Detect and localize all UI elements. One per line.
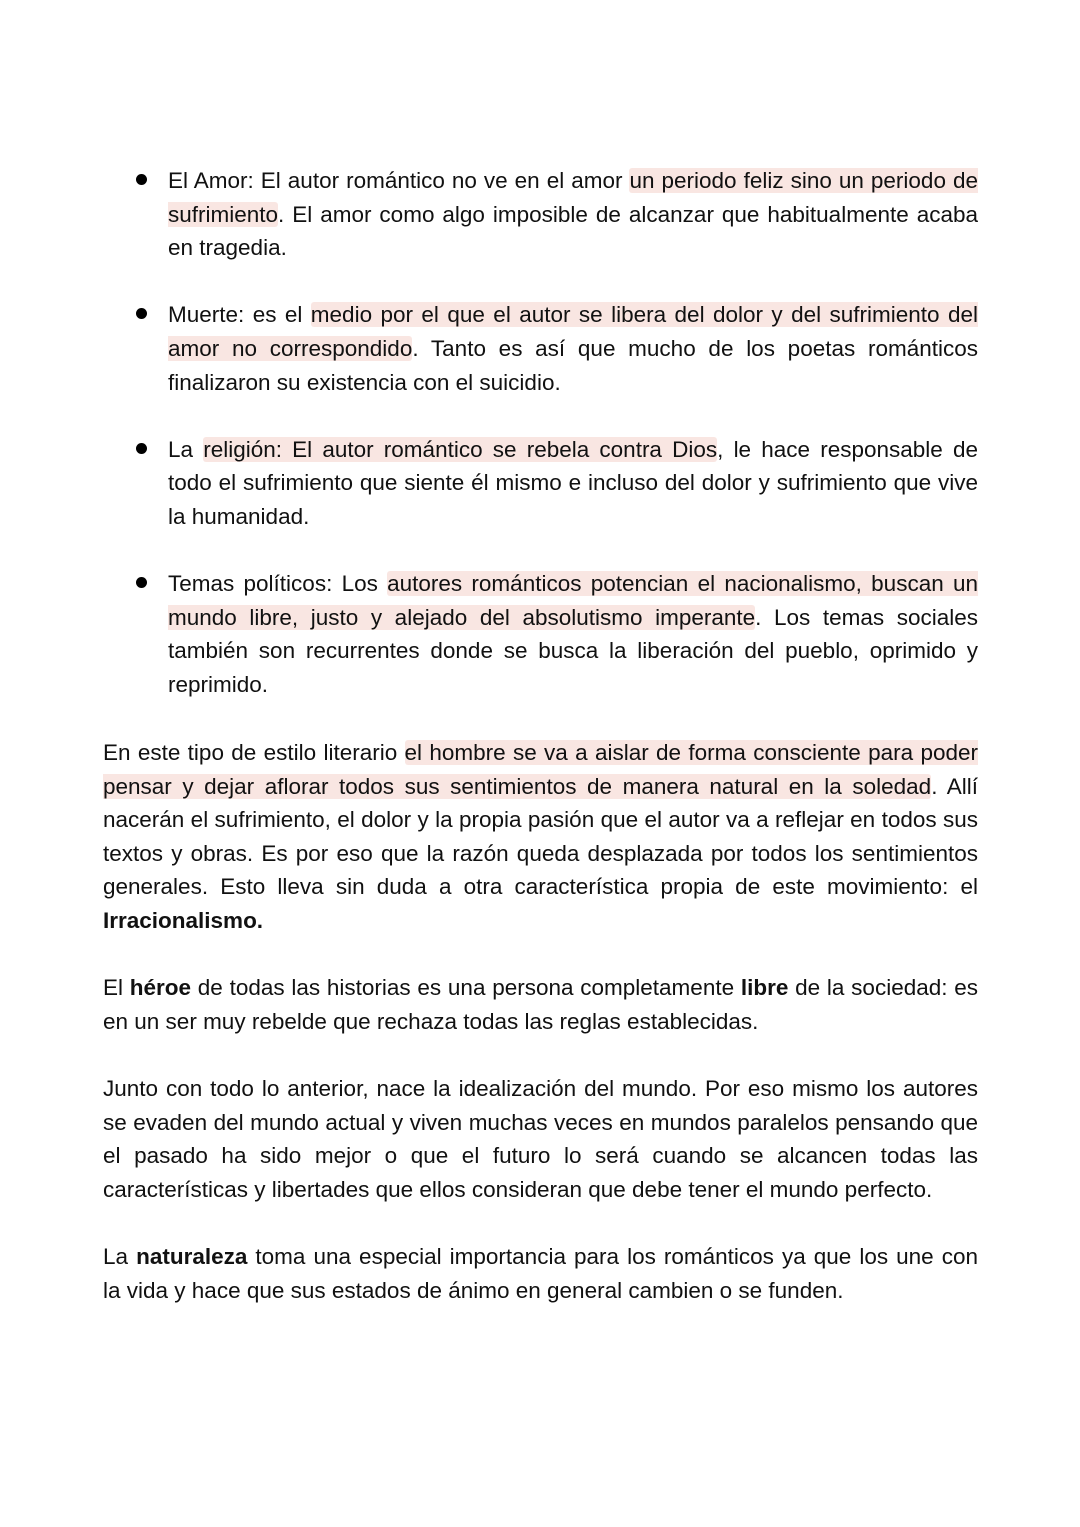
bullet-text: . Los temas sociales también son recurrentes donde se busca la liberación del pueblo, oprimido y reprimido. [168,604,978,697]
bullet-list [0,164,1080,735]
bullet-text: es el [244,302,311,328]
bullet-text: . El amor como algo imposible de alcanzar que habitualmente acaba en tragedia. [168,201,978,261]
paragraph-text: En este tipo de estilo literario [103,740,405,765]
paragraph-text: El [103,975,130,1001]
bold-term: héroe [129,975,192,1001]
highlighted-text: religión: El autor romántico se rebela contra Dios [203,436,718,462]
bullet-item-religion [168,433,978,534]
bullet-dot-icon [136,443,147,454]
bullet-dot-icon [136,174,147,185]
bullet-label: El Amor: [168,168,254,193]
bullet-text: El autor romántico no ve en el amor [253,168,630,193]
paragraph-naturaleza [103,1240,978,1307]
bold-term: Irracionalismo. [103,907,264,933]
bold-term: libre [740,975,789,1001]
highlighted-text: autores románticos potencian el nacionalismo, buscan un mundo libre, justo y alejado del absolutismo imperante [168,571,979,630]
paragraph-text: de todas las historias es una persona completamente [191,975,741,1001]
paragraph-text: de la sociedad: es en un ser muy rebelde que rechaza todas las reglas establecidas. [103,975,979,1034]
bullet-item-amor [168,164,978,265]
paragraph-text: . Allí nacerán el sufrimiento, el dolor y la propia pasión que el autor va a reflejar en todos sus textos y obras. Es por eso que la razón queda desplazada por todos los sentimientos generales. Esto lleva sin duda a otra característica propia de este movimiento: el [103,773,978,900]
bullet-text: Los [332,571,388,597]
paragraph-idealizacion [103,1072,978,1206]
paragraph-text: La [103,1243,137,1269]
highlighted-text: un periodo feliz sino un periodo de sufrimiento [168,168,978,227]
bullet-text: . Tanto es así que mucho de los poetas románticos finalizaron su existencia con el suicidio. [168,335,978,395]
highlighted-text: el hombre se va a aislar de forma consciente para poder pensar y dejar aflorar todos sus sentimientos de manera natural en la soledad [103,740,978,799]
bullet-dot-icon [136,308,147,319]
bold-term: naturaleza [136,1243,248,1269]
bullet-label: La [168,436,204,462]
highlighted-text: medio por el que el autor se libera del dolor y del sufrimiento del amor no correspondido [168,302,978,361]
bullet-item-muerte [168,298,978,399]
paragraph-heroe [103,971,978,1038]
paragraph-irracionalismo [103,736,978,938]
bullet-label: Muerte: [168,302,245,328]
paragraph-text: toma una especial importancia para los románticos ya que los une con la vida y hace que sus estados de ánimo en general cambien o se funden. [103,1243,978,1303]
bullet-text: , le hace responsable de todo el sufrimiento que siente él mismo e incluso del dolor y sufrimiento que vive la humanidad. [168,436,978,529]
bullet-label: Temas políticos: [168,571,333,597]
paragraph-text: Junto con todo lo anterior, nace la idealización del mundo. Por eso mismo los autores se evaden del mundo actual y viven muchas veces en mundos paralelos pensando que el pasado ha sido mejor o que el futuro lo será cuando se alcancen todas las características y libertades que ellos consideran que debe tener el mundo perfecto. [103,1075,978,1202]
body-paragraphs [103,736,978,1341]
bullet-item-temas-politicos [168,567,978,701]
bullet-dot-icon [136,577,147,588]
